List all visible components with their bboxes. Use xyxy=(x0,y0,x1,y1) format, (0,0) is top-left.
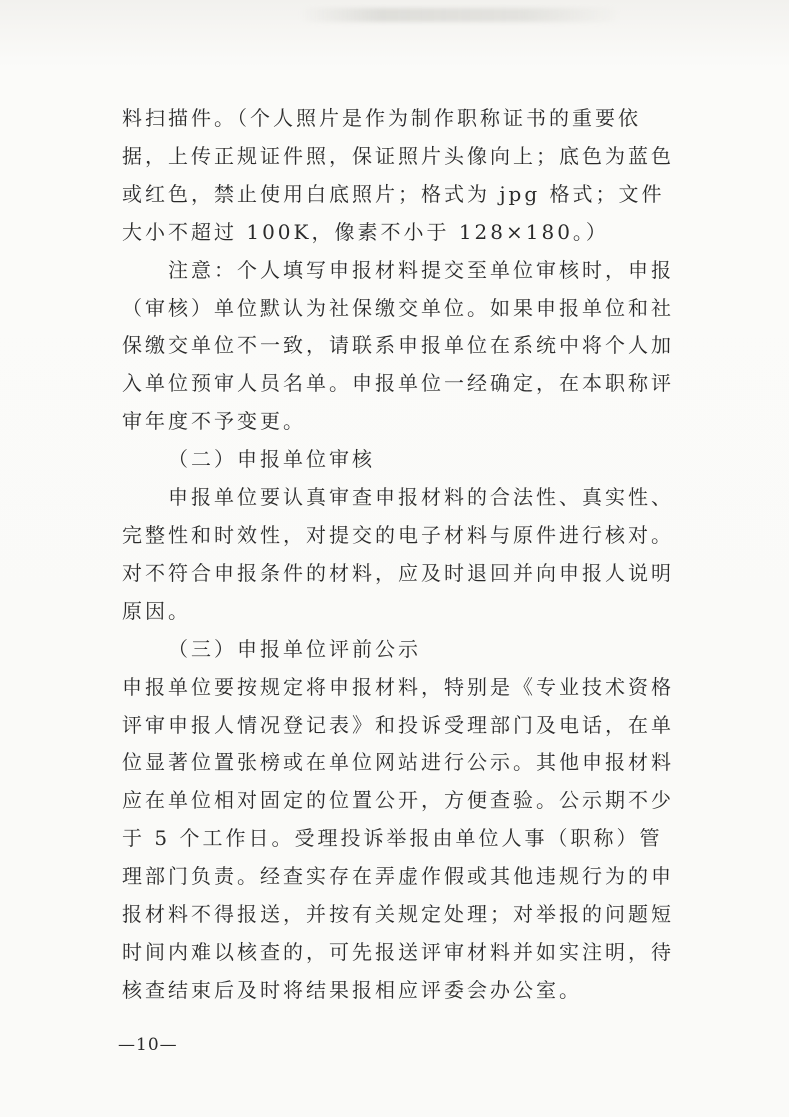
paragraph-photo-requirements: 料扫描件。（个人照片是作为制作职称证书的重要依据，上传正规证件照，保证照片头像向上；底色为蓝色或红色，禁止使用白底照片；格式为 jpg 格式；文件大小不超过 100K，像素不小于 128×180。） xyxy=(122,106,674,244)
paragraph-public-notice: 申报单位要按规定将申报材料，特别是《专业技术资格评审申报人情况登记表》和投诉受理部门及电话，在单位显著位置张榜或在单位网站进行公示。其他申报材料应在单位相对固定的位置公开，方便查验。公示期不少于 5 个工作日。受理投诉举报由单位人事（职称）管理部门负责。经查实存在弄虚作假或其他违规行为的申报材料不得报送，并按有关规定处理；对举报的问题短时间内难以核查的，可先报送评审材料并如实注明，待核查结束后及时将结果报相应评委会办公室。 xyxy=(122,674,674,1002)
section-heading-unit-review: （二）申报单位审核 xyxy=(168,447,375,472)
paragraph-unit-review: 申报单位要认真审查申报材料的合法性、真实性、完整性和时效性，对提交的电子材料与原件进行核对。对不符合申报条件的材料，应及时退回并向申报人说明原因。 xyxy=(122,485,674,623)
page-number: —10— xyxy=(118,1035,178,1055)
body-text xyxy=(122,100,682,1010)
paragraph-notice: 注意：个人填写申报材料提交至单位审核时，申报（审核）单位默认为社保缴交单位。如果申报单位和社保缴交单位不一致，请联系申报单位在系统中将个人加入单位预审人员名单。申报单位一经确定，在本职称评审年度不予变更。 xyxy=(122,257,674,434)
section-heading-public-notice: （三）申报单位评前公示 xyxy=(168,636,421,661)
scan-bleed-through xyxy=(300,8,620,22)
